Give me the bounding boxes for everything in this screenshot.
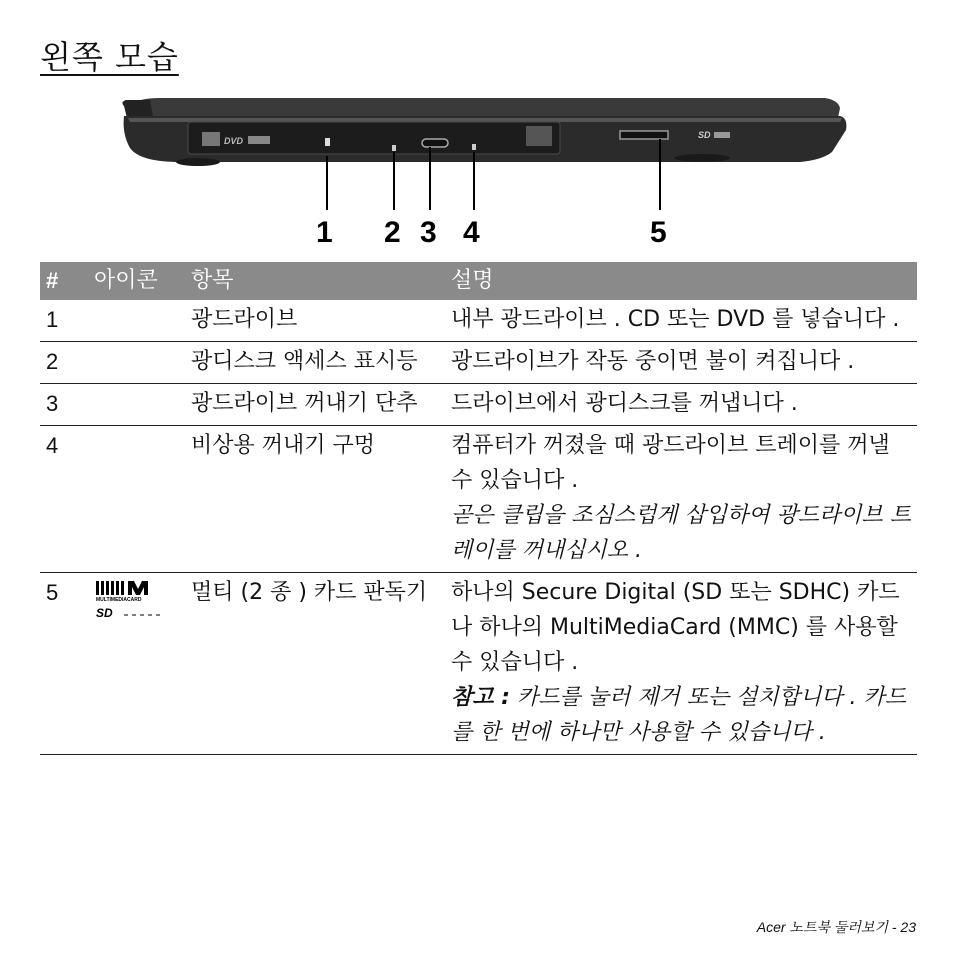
table-row — [40, 342, 917, 384]
row-num: 4 — [40, 426, 88, 573]
row-item: 광디스크 액세스 표시등 — [185, 342, 445, 384]
drive-slot-marker — [325, 138, 330, 146]
card-reader-slot[interactable] — [620, 131, 668, 139]
row-desc-text: 하나의 Secure Digital (SD 또는 SDHC) 카드나 하나의 MultiMediaCard (MMC) 를 사용할 수 있습니다 . — [451, 580, 900, 675]
footer-section: 노트북 둘러보기 - — [785, 919, 901, 935]
footer-page-number: 23 — [900, 919, 916, 935]
row-icon — [88, 342, 185, 384]
row-desc — [445, 426, 917, 573]
row-note: 곧은 클립을 조심스럽게 삽입하여 광드라이브 트레이를 꺼내십시오 . — [451, 503, 912, 563]
row-num: 3 — [40, 384, 88, 426]
dvd-logo: DVD — [224, 136, 244, 146]
table-row — [40, 384, 917, 426]
table-header-row — [40, 262, 917, 300]
sd-logo: SD — [698, 130, 711, 140]
emergency-eject-hole[interactable] — [472, 144, 476, 150]
row-note — [451, 680, 911, 750]
page-title: 왼쪽 모습 — [40, 38, 179, 76]
row-desc — [445, 573, 917, 755]
access-indicator-led — [392, 145, 396, 151]
callout-1: 1 — [316, 216, 333, 249]
optical-drive-bay — [188, 122, 560, 154]
note-label: 참고 : — [451, 685, 510, 710]
sd-logo-text: SD — [96, 606, 113, 620]
header-num: # — [40, 262, 88, 300]
row-num: 5 — [40, 573, 88, 755]
row-icon — [88, 300, 185, 342]
header-item: 항목 — [185, 262, 445, 300]
header-icon: 아이콘 — [88, 262, 185, 300]
table-row — [40, 426, 917, 573]
note-text: 카드를 눌러 제거 또는 설치합니다 . 카드를 한 번에 하나만 사용할 수 있습니다 . — [451, 685, 906, 745]
sd-logo-badge — [714, 132, 730, 138]
right-foot — [674, 154, 730, 162]
row-num: 1 — [40, 300, 88, 342]
disc-logo-icon — [202, 132, 220, 146]
callout-2: 2 — [384, 216, 401, 249]
table-row — [40, 300, 917, 342]
row-icon — [88, 384, 185, 426]
left-foot — [176, 158, 220, 166]
laptop-left-side-illustration — [110, 92, 850, 262]
component-table — [40, 262, 917, 755]
row-icon — [88, 426, 185, 573]
row-num: 2 — [40, 342, 88, 384]
mmc-logo-text: MULTIMEDIACARD — [96, 597, 142, 603]
row-icon — [88, 573, 185, 755]
callout-4: 4 — [463, 216, 480, 249]
row-desc: 광드라이브가 작동 중이면 불이 켜집니다 . — [445, 342, 917, 384]
row-item: 광드라이브 — [185, 300, 445, 342]
row-item: 광드라이브 꺼내기 단추 — [185, 384, 445, 426]
footer-brand: Acer — [756, 919, 786, 935]
laptop-lid — [132, 98, 840, 118]
card-reader-icon — [94, 579, 174, 623]
row-desc-text: 컴퓨터가 꺼졌을 때 광드라이브 트레이를 꺼낼 수 있습니다 . — [451, 433, 890, 493]
header-desc: 설명 — [445, 262, 917, 300]
row-item: 비상용 꺼내기 구멍 — [185, 426, 445, 573]
laptop-base-highlight — [128, 118, 842, 122]
eject-button[interactable] — [422, 139, 448, 147]
callout-3: 3 — [420, 216, 437, 249]
row-desc: 내부 광드라이브 . CD 또는 DVD 를 넣습니다 . — [445, 300, 917, 342]
page-footer — [757, 917, 916, 937]
callout-5: 5 — [650, 216, 667, 249]
table-row — [40, 573, 917, 755]
row-item: 멀티 (2 종 ) 카드 판독기 — [185, 573, 445, 755]
dvd-logo-badge — [248, 136, 270, 144]
disc-symbol-icon — [526, 126, 552, 146]
row-desc: 드라이브에서 광디스크를 꺼냅니다 . — [445, 384, 917, 426]
